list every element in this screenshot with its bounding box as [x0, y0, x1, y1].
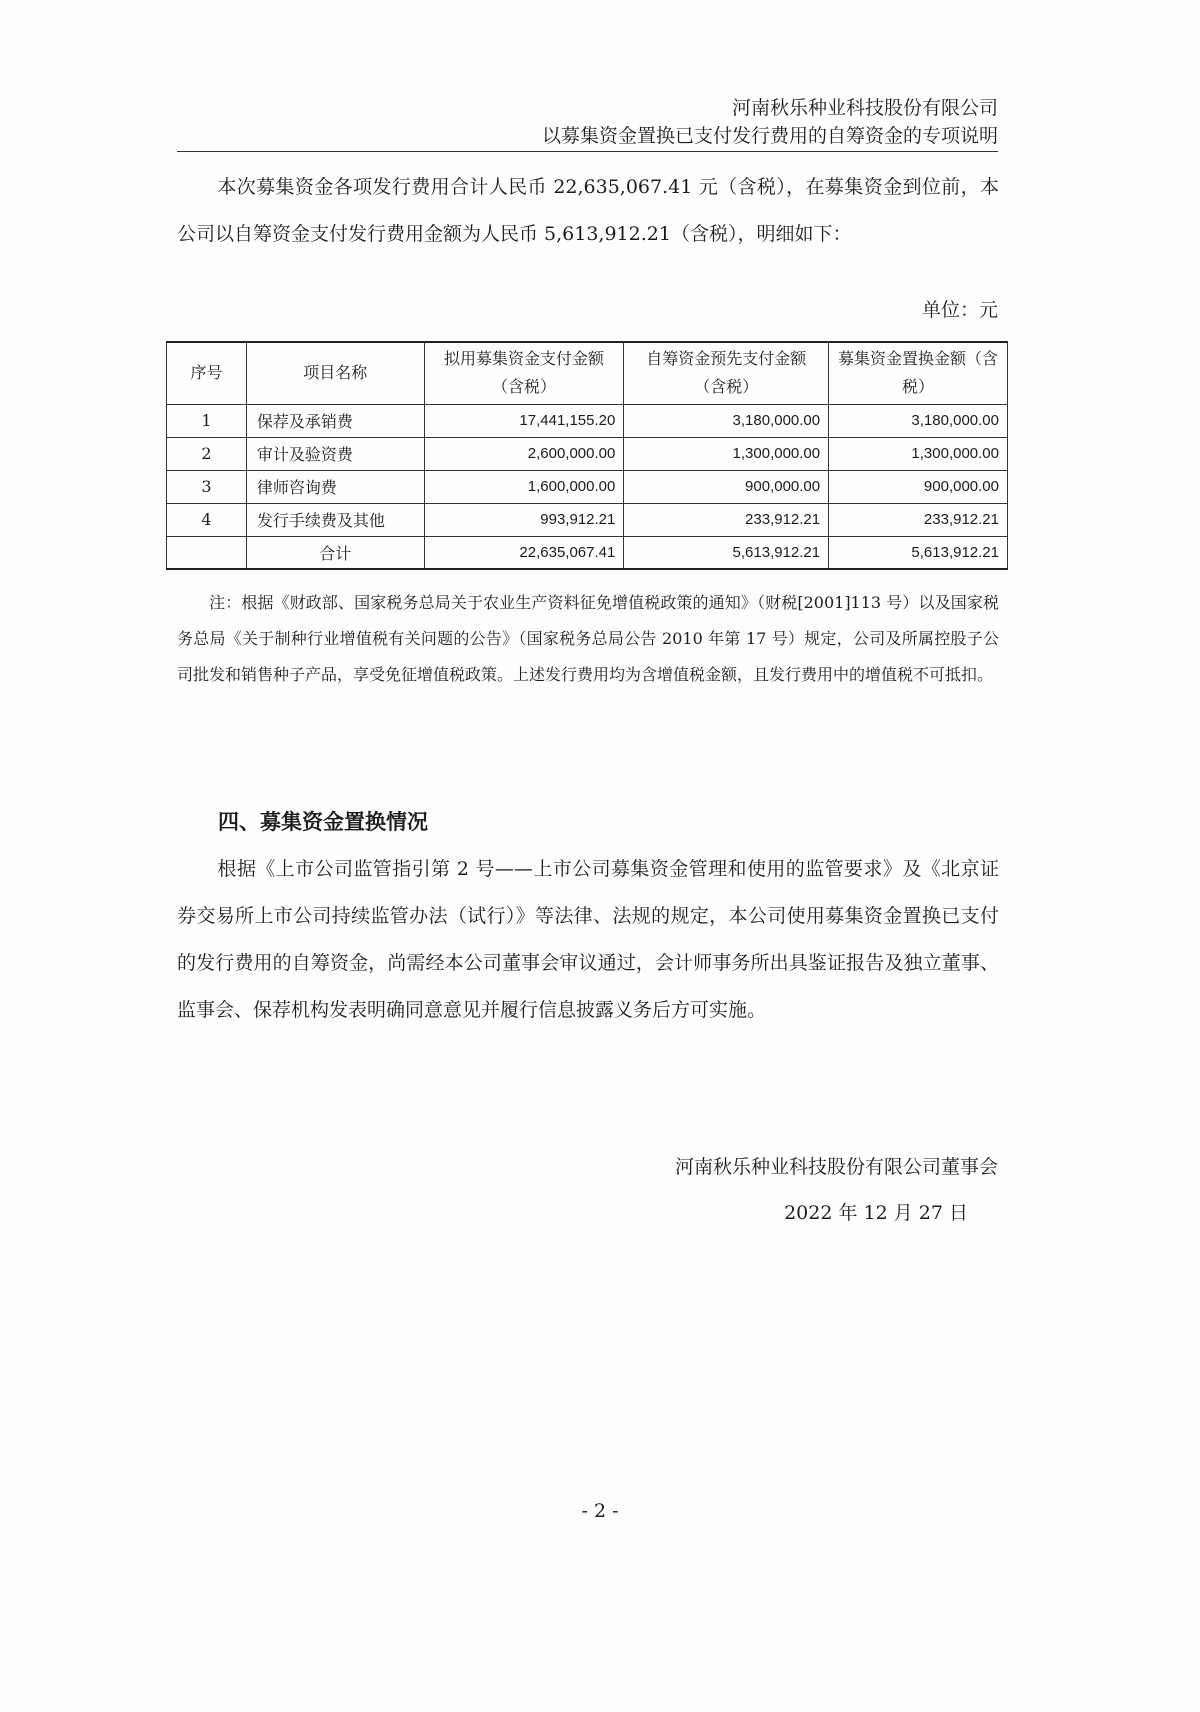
- section-4-body: 根据《上市公司监管指引第 2 号——上市公司募集资金管理和使用的监管要求》及《北京证券交易所上市公司持续监管办法（试行）》等法律、法规的规定，本公司使用募集资金置换已支付的发行费用的自筹资金，尚需经本公司董事会审议通过，会计师事务所出具鉴证报告及独立董事、监事会、保荐机构发表明确同意意见并履行信息披露义务后方可实施。: [177, 858, 999, 1021]
- signature-org: 河南秋乐种业科技股份有限公司董事会: [674, 1156, 998, 1178]
- total-prepaid: 5,613,912.21: [624, 536, 829, 569]
- header-company: 河南秋乐种业科技股份有限公司: [731, 97, 998, 119]
- table-row: [167, 503, 1008, 536]
- signature-date: 2022 年 12 月 27 日: [784, 1202, 968, 1224]
- table-row: [167, 470, 1008, 503]
- row-name: 保荐及承销费: [246, 404, 424, 437]
- row-prepaid: 900,000.00: [624, 470, 829, 503]
- col-header-planned: 拟用募集资金支付金额（含税）: [424, 342, 624, 404]
- row-replace: 3,180,000.00: [829, 404, 1008, 437]
- row-replace: 233,912.21: [829, 503, 1008, 536]
- row-planned: 1,600,000.00: [424, 470, 624, 503]
- table-row: [167, 404, 1008, 437]
- table-row: [167, 437, 1008, 470]
- fee-table: [166, 341, 1008, 570]
- row-planned: 17,441,155.20: [424, 404, 624, 437]
- col-header-name: 项目名称: [246, 342, 424, 404]
- intro-paragraph: 本次募集资金各项发行费用合计人民币 22,635,067.41 元（含税），在募集资金到位前，本公司以自筹资金支付发行费用金额为人民币 5,613,912.21（含税），明细如下：: [177, 176, 999, 245]
- row-name: 审计及验资费: [246, 437, 424, 470]
- table-header-row: [167, 342, 1008, 404]
- total-replace: 5,613,912.21: [829, 536, 1008, 569]
- row-name: 发行手续费及其他: [246, 503, 424, 536]
- table-note: 注：根据《财政部、国家税务总局关于农业生产资料征免增值税政策的通知》（财税[2001]113 号）以及国家税务总局《关于制种行业增值税有关问题的公告》（国家税务总局公告 2010 年第 17 号）规定，公司及所属控股子公司批发和销售种子产品，享受免征增值税政策。上述发行费用均为含增值税金额，且发行费用中的增值税不可抵扣。: [177, 593, 999, 684]
- header-doc-title: 以募集资金置换已支付发行费用的自筹资金的专项说明: [541, 125, 998, 147]
- page-number: - 2 -: [581, 1500, 619, 1522]
- col-header-prepaid: 自筹资金预先支付金额（含税）: [624, 342, 829, 404]
- table-total-row: [167, 536, 1008, 569]
- total-no: [167, 536, 247, 569]
- col-header-replace: 募集资金置换金额（含税）: [829, 342, 1008, 404]
- section-4-title: 四、募集资金置换情况: [218, 810, 428, 834]
- row-name: 律师咨询费: [246, 470, 424, 503]
- row-no: 4: [167, 503, 247, 536]
- row-replace: 1,300,000.00: [829, 437, 1008, 470]
- total-planned: 22,635,067.41: [424, 536, 624, 569]
- row-prepaid: 1,300,000.00: [624, 437, 829, 470]
- col-header-no: 序号: [167, 342, 247, 404]
- row-replace: 900,000.00: [829, 470, 1008, 503]
- row-no: 1: [167, 404, 247, 437]
- row-prepaid: 3,180,000.00: [624, 404, 829, 437]
- unit-label: 单位：元: [921, 299, 998, 321]
- row-no: 3: [167, 470, 247, 503]
- row-planned: 2,600,000.00: [424, 437, 624, 470]
- row-no: 2: [167, 437, 247, 470]
- page-header: [542, 94, 998, 150]
- row-prepaid: 233,912.21: [624, 503, 829, 536]
- row-planned: 993,912.21: [424, 503, 624, 536]
- total-label: 合计: [246, 536, 424, 569]
- header-divider: [177, 151, 998, 152]
